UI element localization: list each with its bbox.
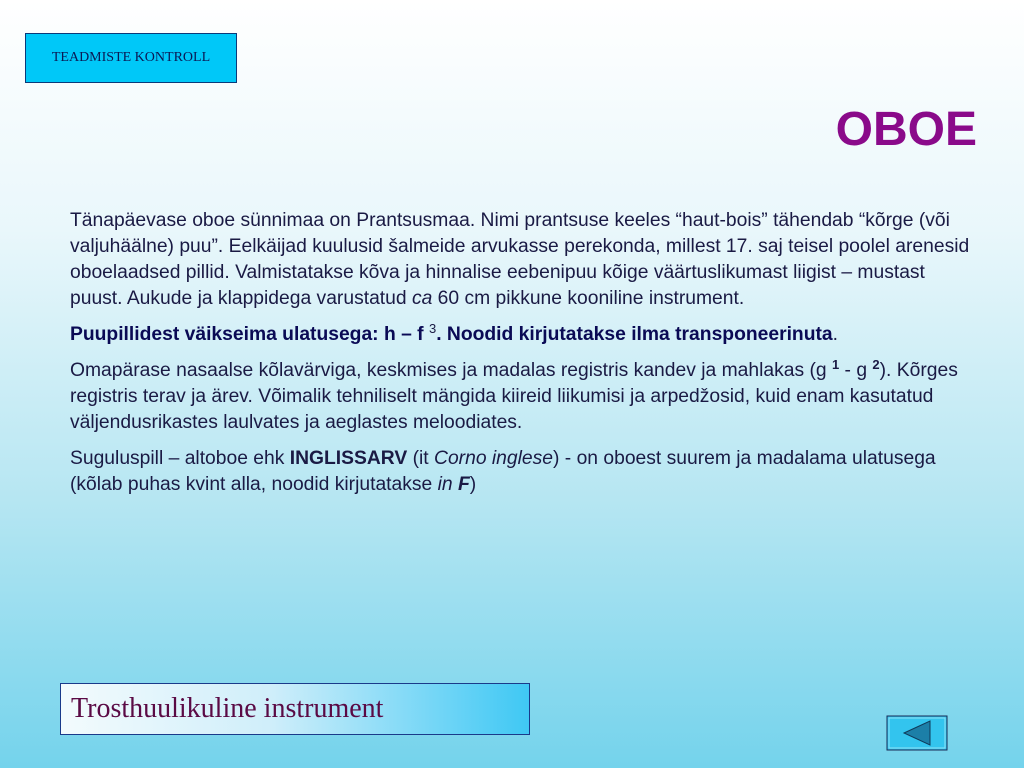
timbre-superscript-2: 2	[872, 357, 880, 372]
paragraph-history-end: 60 cm pikkune kooniline instrument.	[432, 288, 745, 309]
english-horn-desc: ) - on oboest suurem ja madalama ulatusega (kõlab puhas kvint alla, noodid kirjutatakse	[70, 448, 936, 495]
in-text: in	[437, 474, 453, 495]
timbre-text-end: ). Kõrges registris terav ja ärev. Võimalik tehniliselt mängida kiireid liikumisi ja arpedžosid, kuid enam kasutatud väljendusrikastes laulvates ja aeglastes meloodiates.	[70, 360, 958, 433]
range-text: Puupillidest väikseima ulatusega: h – f	[70, 324, 429, 345]
range-superscript: 3	[428, 321, 437, 336]
paragraph-english-horn	[70, 446, 980, 498]
key-f: F	[458, 474, 470, 495]
english-horn-name: INGLISSARV	[289, 448, 408, 469]
main-content	[70, 208, 980, 508]
range-period: .	[832, 324, 838, 345]
instrument-category-label: Trosthuulikuline instrument	[71, 693, 384, 724]
instrument-category-box	[60, 683, 530, 735]
english-horn-close: )	[469, 474, 477, 495]
page-title: OBOE	[835, 103, 977, 156]
knowledge-check-button[interactable]	[25, 33, 237, 83]
back-nav-button[interactable]	[886, 715, 948, 751]
timbre-text: Omapärase nasaalse kõlavärviga, keskmises ja madalas registris kandev ja mahlakas (g	[70, 360, 832, 381]
transposition-text: . Noodid kirjutatakse ilma transponeerinuta	[436, 324, 833, 345]
timbre-dash: - g	[839, 360, 873, 381]
paragraph-history	[70, 208, 980, 312]
paragraph-history-text: Tänapäevase oboe sünnimaa on Prantsusmaa. Nimi prantsuse keeles “haut-bois” tähendab “kõrge (või valjuhäälne) puu”. Eelkäijad kuulusid šalmeide arvukasse perekonda, millest 17. saj teisel poolel arenesid oboelaadsed pillid. Valmistatakse kõva ja hinnalise eebenipuu kõige väärtuslikumast liigist – mustast puust. Aukude ja klappidega varustatud	[70, 210, 970, 309]
corno-inglese: Corno inglese	[434, 448, 554, 469]
english-horn-paren: (it	[407, 448, 435, 469]
english-horn-intro: Suguluspill – altoboe ehk	[70, 448, 290, 469]
paragraph-timbre	[70, 358, 980, 436]
ca-abbrev: ca	[411, 288, 433, 309]
paragraph-range	[70, 322, 980, 348]
timbre-superscript-1: 1	[831, 357, 840, 372]
knowledge-check-label: TEADMISTE KONTROLL	[51, 50, 211, 65]
